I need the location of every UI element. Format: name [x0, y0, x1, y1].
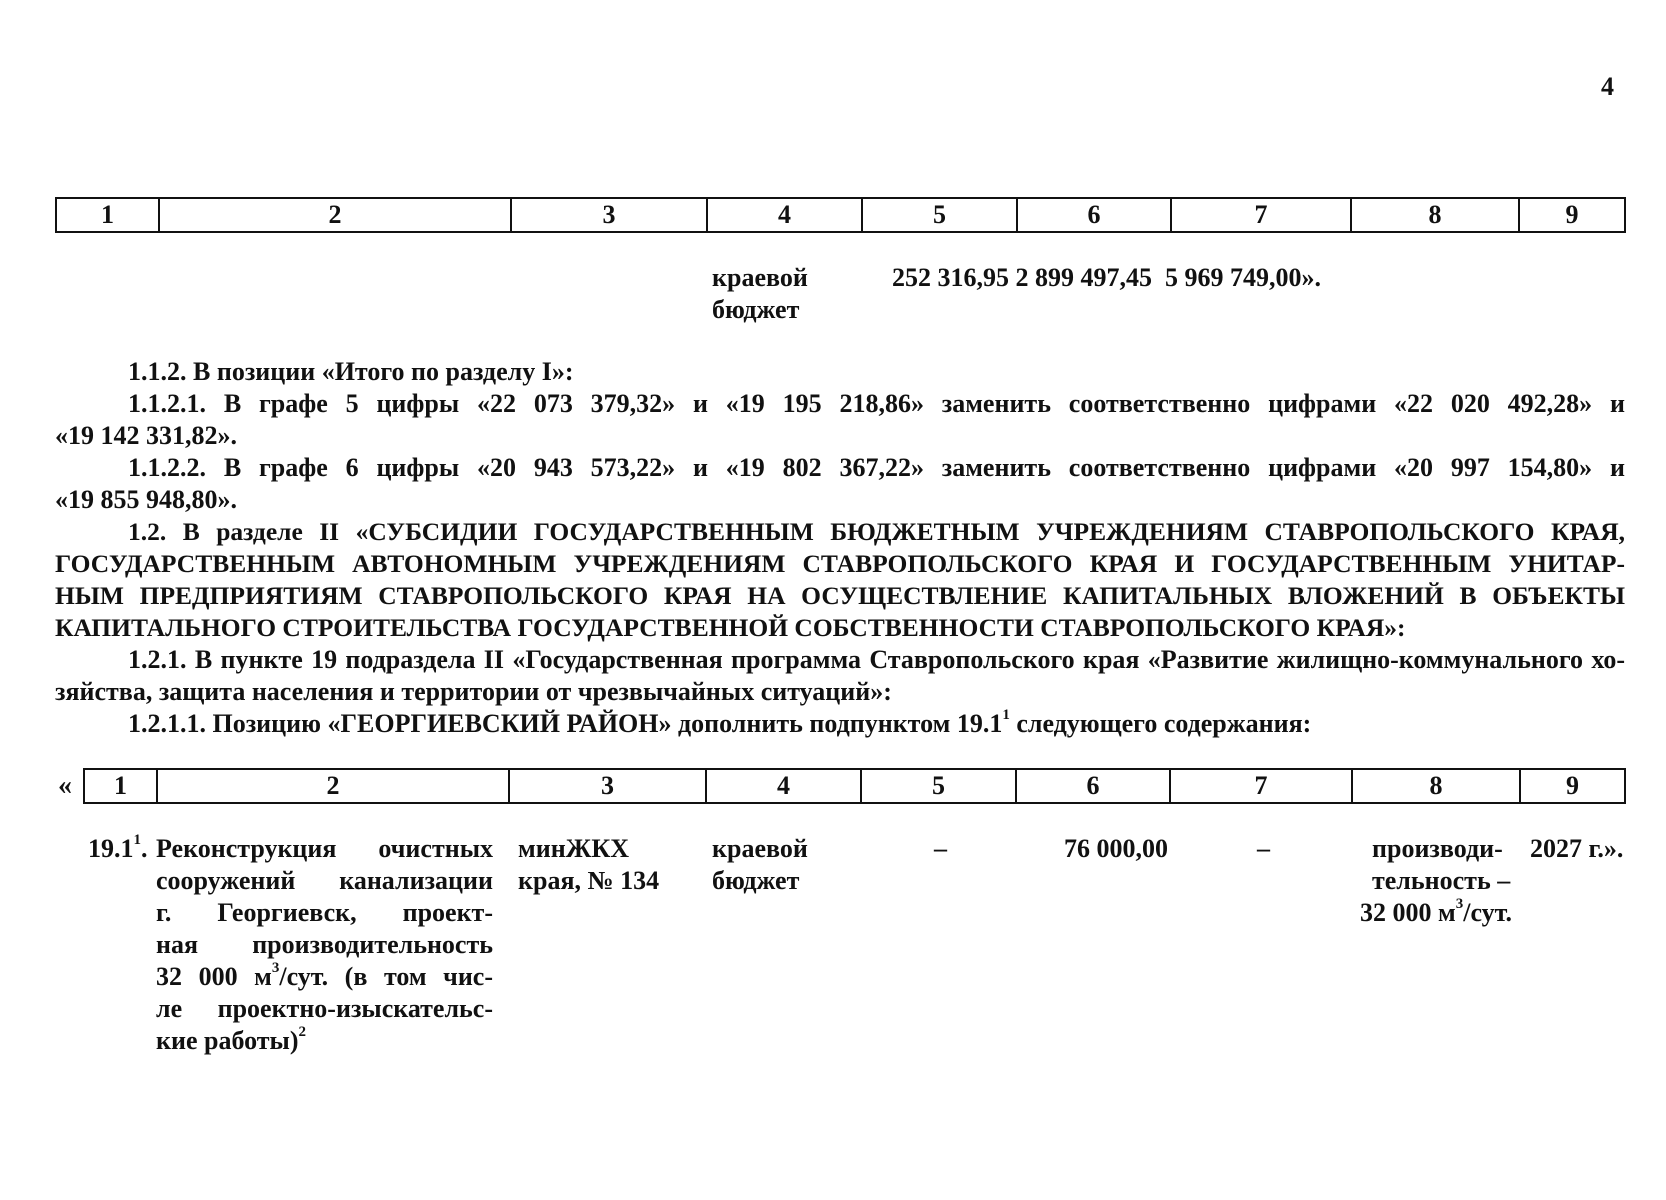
description-text: /сут. (в том чис-: [279, 962, 493, 991]
column-number-1: 1: [57, 199, 160, 231]
paragraph-1-2-line3: НЫМ ПРЕДПРИЯТИЯМ СТАВРОПОЛЬСКОГО КРАЯ НА ОСУЩЕСТВЛЕНИЕ КАПИТАЛЬНЫХ ВЛОЖЕНИЙ В ОБЪЕКТЫ: [55, 581, 1625, 610]
paragraph-1-2-line2: ГОСУДАРСТВЕННЫМ АВТОНОМНЫМ УЧРЕЖДЕНИЯМ СТАВРОПОЛЬСКОГО КРАЯ И ГОСУДАРСТВЕННЫМ УНИТАР-: [55, 549, 1625, 578]
table-open-quote: «: [58, 770, 72, 801]
paragraph-1-2-line4: КАПИТАЛЬНОГО СТРОИТЕЛЬСТВА ГОСУДАРСТВЕННОЙ СОБСТВЕННОСТИ СТАВРОПОЛЬСКОГО КРАЯ»:: [55, 613, 1406, 642]
description-line: Реконструкция очистных: [156, 834, 493, 863]
paragraph-1-1-2-1-line1: 1.1.2.1. В графе 5 цифры «22 073 379,32» и «19 195 218,86» заменить соответственно цифрами «22 020 492,28» и: [128, 389, 1625, 418]
description-line: [156, 1025, 493, 1057]
column-number-8: 8: [1353, 770, 1521, 802]
description-text: 32 000 м: [156, 962, 272, 991]
paragraph-1-2-1-1: [128, 708, 1311, 740]
capacity-unit: /сут.: [1463, 898, 1512, 927]
paragraph-1-1-2-2-line1: 1.1.2.2. В графе 6 цифры «20 943 573,22» и «19 802 367,22» заменить соответственно цифрами «20 997 154,80» и: [128, 453, 1625, 482]
capacity-line3: [1360, 897, 1512, 929]
paragraph-1-2-1-1-superscript: 1: [1002, 707, 1010, 724]
column-number-1: 1: [85, 770, 158, 802]
column-number-2: 2: [160, 199, 512, 231]
executor-line2: края, № 134: [518, 866, 660, 895]
column-number-3: 3: [510, 770, 707, 802]
column-7-value: –: [1257, 834, 1270, 863]
paragraph-1-1-2-2-line2: «19 855 948,80».: [55, 485, 237, 514]
column-number-7: 7: [1172, 199, 1352, 231]
description-superscript: 3: [271, 960, 280, 977]
first-row-source-line1: краевой: [712, 263, 808, 292]
column-5-value: –: [934, 834, 947, 863]
source-line2: бюджет: [712, 866, 800, 895]
object-description: [156, 833, 493, 1057]
row-number-dot: .: [141, 834, 148, 863]
column-number-5: 5: [862, 770, 1017, 802]
description-line: ле проектно-изыскательс-: [156, 994, 493, 1023]
column-number-9: 9: [1566, 771, 1579, 800]
capacity-superscript: 3: [1455, 896, 1464, 913]
column-header-row-1: [55, 197, 1626, 233]
paragraph-1-1-2: 1.1.2. В позиции «Итого по разделу I»:: [128, 357, 574, 386]
paragraph-1-1-2-1-line2: «19 142 331,82».: [55, 421, 237, 450]
paragraph-1-2-1-1-tail: следующего содержания:: [1009, 709, 1312, 738]
column-number-4: 4: [708, 199, 863, 231]
description-line: сооружений канализации: [156, 866, 493, 895]
first-row-source-line2: бюджет: [712, 295, 800, 324]
column-number-6: 6: [1017, 770, 1171, 802]
column-number-5: 5: [863, 199, 1018, 231]
capacity-line1: производи-: [1372, 834, 1503, 863]
executor-line1: минЖКХ: [518, 834, 630, 863]
row-number: [88, 833, 148, 865]
column-number-8: 8: [1352, 199, 1520, 231]
column-header-row-2: [83, 768, 1626, 804]
capacity-line2: тельность –: [1372, 866, 1511, 895]
first-row-values: 252 316,95 2 899 497,45 5 969 749,00».: [892, 263, 1321, 292]
description-line: ная производительность: [156, 930, 493, 959]
paragraph-1-2-1-line2: зяйства, защита населения и территории от чрезвычайных ситуаций»:: [55, 677, 892, 706]
row-number-superscript: 1: [133, 832, 141, 849]
column-number-7: 7: [1171, 770, 1353, 802]
source-line1: краевой: [712, 834, 808, 863]
capacity-text: 32 000 м: [1360, 898, 1456, 927]
page-number: 4: [1601, 72, 1614, 101]
column-6-value: 76 000,00: [1064, 834, 1168, 863]
column-number-6: 6: [1018, 199, 1172, 231]
column-number-4: 4: [707, 770, 862, 802]
paragraph-1-2-line1: 1.2. В разделе II «СУБСИДИИ ГОСУДАРСТВЕННЫМ БЮДЖЕТНЫМ УЧРЕЖДЕНИЯМ СТАВРОПОЛЬСКОГО КРАЯ,: [128, 517, 1625, 546]
paragraph-1-2-1-1-text: 1.2.1.1. Позицию «ГЕОРГИЕВСКИЙ РАЙОН» дополнить подпунктом 19.1: [128, 709, 1003, 738]
description-line: г. Георгиевск, проект-: [156, 898, 493, 927]
completion-year: 2027 г.».: [1530, 834, 1624, 863]
row-number-text: 19.1: [88, 834, 134, 863]
column-number-2: 2: [158, 770, 510, 802]
description-line: [156, 961, 493, 993]
description-text: кие работы): [156, 1026, 299, 1055]
column-number-9: 9: [1565, 200, 1579, 229]
column-number-3: 3: [512, 199, 708, 231]
description-superscript: 2: [298, 1024, 307, 1041]
paragraph-1-2-1-line1: 1.2.1. В пункте 19 подраздела II «Государственная программа Ставропольского края «Развитие жилищно-коммунального хо-: [128, 645, 1625, 674]
